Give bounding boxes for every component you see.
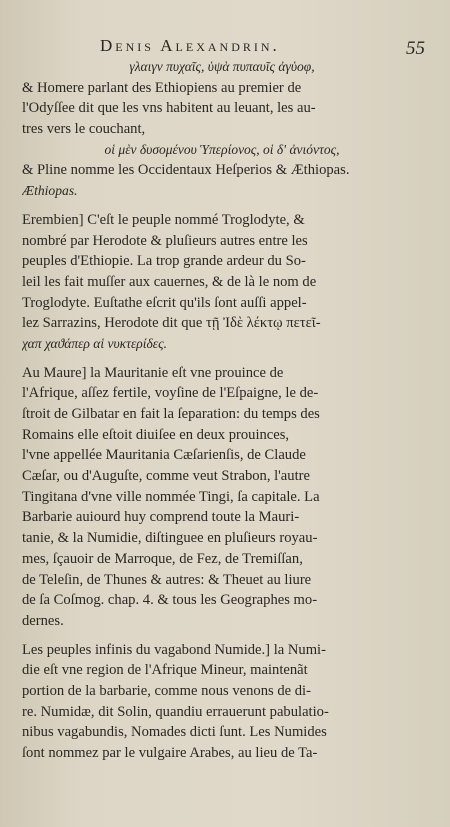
text-line: Erembien] C'eſt le peuple nommé Troglodyte, &	[22, 211, 305, 228]
text-line: & Homere parlant des Ethiopiens au premier de	[22, 79, 302, 96]
paragraph-gap	[22, 632, 422, 640]
text-line: nombré par Herodote & pluſieurs autres entre les	[22, 232, 308, 249]
text-line: ſtroit de Gilbatar en fait la ſeparation: du temps des	[22, 406, 320, 422]
running-head: Denis Alexandrin.	[100, 36, 280, 55]
text-line: de ſa Coſmog. chap. 4. & tous les Geographes mo-	[22, 592, 318, 609]
text-line: re. Numidæ, dit Solin, quandiu errauerunt pabulatio-	[22, 703, 329, 720]
text-line: Troglodyte. Euſtathe eſcrit qu'ils ſont auſſi appel-	[22, 294, 307, 311]
text-line: die eſt vne region de l'Afrique Mineur, maintenãt	[22, 662, 308, 679]
text-line: Au Maure] la Mauritanie eſt vne prouince de	[22, 364, 284, 381]
text-line: Æthiopas.	[22, 183, 78, 199]
text-line: leil les fait muſſer aux cauernes, & de là le nom de	[22, 273, 317, 290]
text-line: l'Odyſſee dit que les vns habitent au leuant, les au-	[22, 100, 316, 117]
text-line: lez Sarrazins, Herodote dit que τῇ Ἰδὲ λέκτῳ πετεῖ-	[22, 315, 321, 332]
text-line: tanie, & la Numidie, diſtinguee en pluſieurs royau-	[22, 530, 318, 547]
text-line: Les peuples infinis du vagabond Numide.] la Numi-	[22, 641, 326, 658]
paragraph-gap	[22, 202, 422, 210]
text-line: mes, ſçauoir de Marroque, de Fez, de Tremiſſan,	[22, 550, 303, 567]
text-line: χαπ χαϑάπερ αἱ νυκτερίδες.	[22, 335, 167, 351]
text-line: Romains elle eſtoit diuiſee en deux prouinces,	[22, 426, 290, 443]
text-line: portion de la barbarie, comme nous venons de di-	[22, 682, 311, 699]
text-line: l'Afrique, aſſez fertile, voyſine de l'Eſpaigne, le de-	[22, 385, 319, 402]
text-line: οἱ μὲν δυσομένου Ὑπερίονος, οἱ δ' ἀνιόντος,	[104, 141, 340, 157]
text-line: nibus vagabundis, Nomades dicti ſunt. Les Numides	[22, 724, 327, 741]
text-line: Barbarie auiourd huy comprend toute la Mauri-	[22, 509, 300, 526]
text-line: & Pline nomme les Occidentaux Heſperios & Æthiopas.	[22, 162, 350, 179]
paragraph-gap	[22, 355, 422, 363]
text-line: Tingitana d'vne ville nommée Tingi, ſa capitale. La	[22, 488, 320, 505]
text-line: l'vne appellée Mauritania Cæſarienſis, de Claude	[22, 447, 306, 464]
text-line: peuples d'Ethiopie. La trop grande ardeur du So-	[22, 253, 306, 270]
text-line: γλαιγν πυχαῖς, ὑψὰ πυπαυῖς ἀγὑοφ,	[129, 59, 315, 74]
text-line: dernes.	[22, 612, 64, 629]
page-number: 55	[406, 38, 425, 59]
text-line: ſont nommez par le vulgaire Arabes, au lieu de Ta-	[22, 745, 318, 761]
text-line: de Teleſin, de Thunes & autres: & Theuet au liure	[22, 571, 312, 588]
text-line: tres vers le couchant,	[22, 121, 146, 138]
body-text	[22, 57, 422, 764]
text-line: Cæſar, ou d'Auguſte, comme veut Strabon, l'autre	[22, 468, 310, 485]
